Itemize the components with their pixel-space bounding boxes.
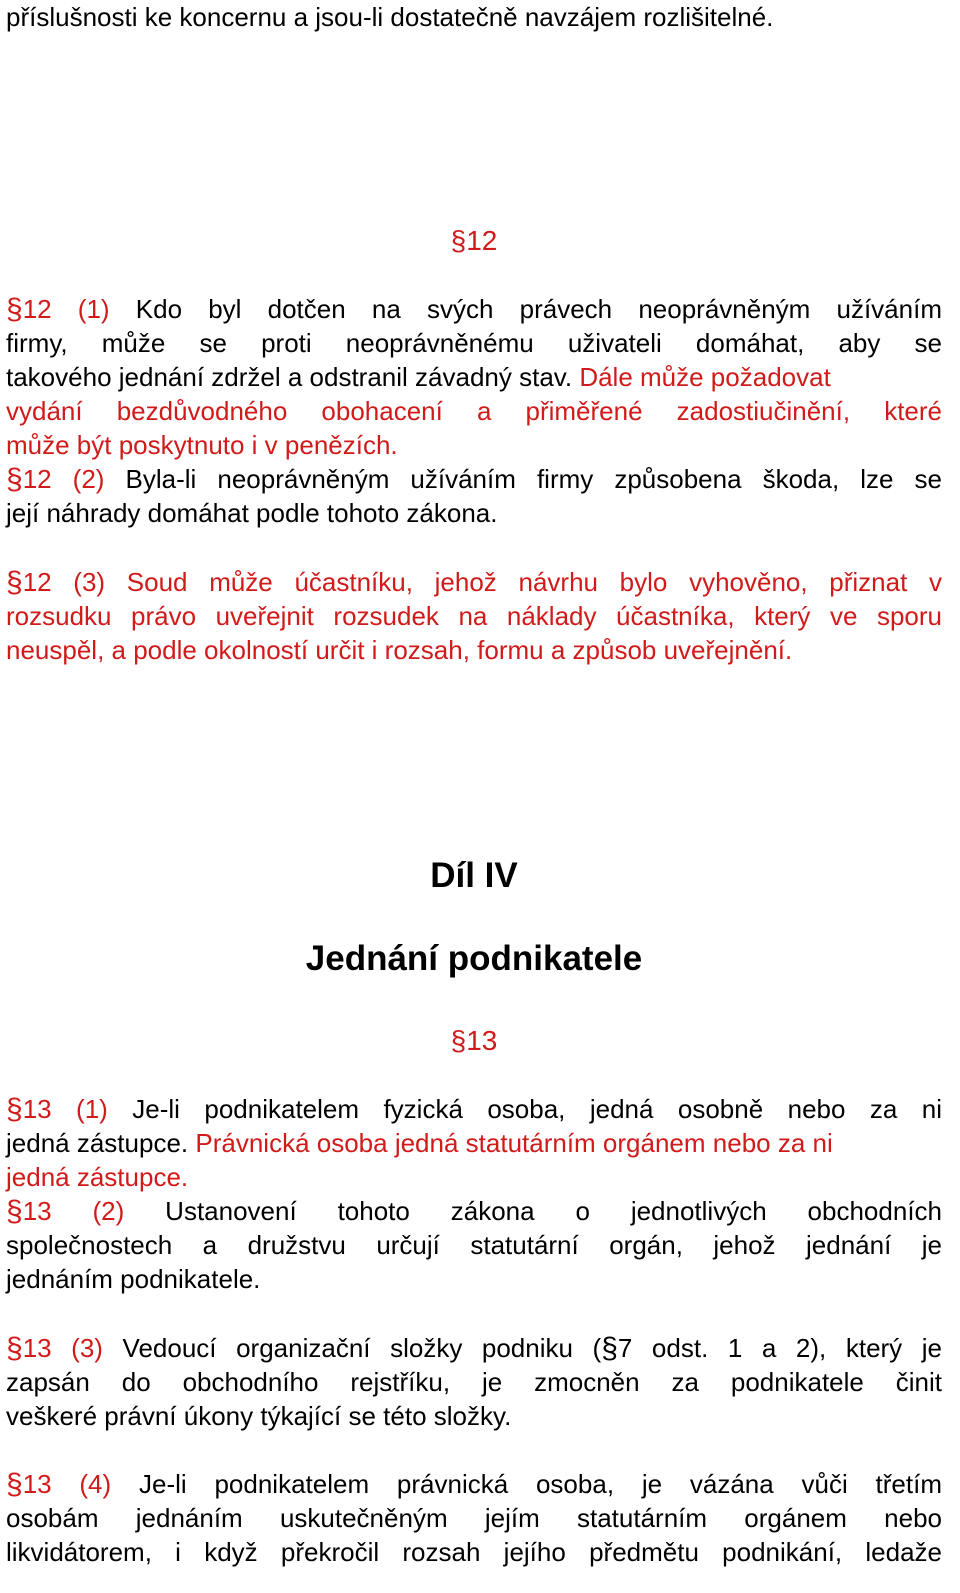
text-line: likvidátorem, i když překročil rozsah jejího předmětu podnikání, ledaže xyxy=(6,1537,942,1567)
section-sign-icon: § xyxy=(6,566,23,599)
text-line: příslušnosti ke koncernu a jsou-li dostatečně navzájem rozlišitelné. xyxy=(6,2,774,32)
section-sign-icon: § xyxy=(450,1025,467,1056)
text-line: rozsudku právo uveřejnit rozsudek na náklady účastníka, který ve sporu xyxy=(6,601,942,631)
part-subtitle: Jednání podnikatele xyxy=(305,939,643,978)
text-line: jednáním podnikatele. xyxy=(6,1264,261,1294)
text-line: takového jednání zdržel a odstranil závadný stav. Dále může požadovat xyxy=(6,362,831,392)
section-sign-icon: § xyxy=(6,293,23,326)
section-sign-icon: § xyxy=(6,1468,23,1501)
text-line: firmy, může se proti neoprávněnému uživateli domáhat, aby se xyxy=(6,328,942,358)
text-line: může být poskytnuto i v penězích. xyxy=(6,430,398,460)
paragraph-12-1: §12 (1) Kdo byl dotčen na svých právech neoprávněným užíváním xyxy=(6,293,942,326)
text-line: jedná zástupce. Právnická osoba jedná statutárním orgánem nebo za ni xyxy=(6,1128,833,1158)
text-line: jedná zástupce. xyxy=(6,1162,189,1192)
paragraph-12-2: §12 (2) Byla-li neoprávněným užíváním firmy způsobena škoda, lze se xyxy=(6,463,943,496)
section-sign-icon: § xyxy=(6,1195,23,1228)
paragraph-12-3: §12 (3) Soud může účastníku, jehož návrhu bylo vyhověno, přiznat v xyxy=(6,566,943,599)
text-line: vydání bezdůvodného obohacení a přiměřené zadostiučinění, které xyxy=(6,396,942,426)
text-line: zapsán do obchodního rejstříku, je zmocněn za podnikatele činit xyxy=(6,1367,942,1397)
text-line: osobám jednáním uskutečněným jejím statutárním orgánem nebo xyxy=(6,1503,942,1533)
text-line: její náhrady domáhat podle tohoto zákona. xyxy=(6,498,498,528)
paragraph-13-4: §13 (4) Je-li podnikatelem právnická osoba, je vázána vůči třetím xyxy=(6,1468,942,1501)
text-line: společnostech a družstvu určují statutární orgán, jehož jednání je xyxy=(6,1230,942,1260)
paragraph-13-1: §13 (1) Je-li podnikatelem fyzická osoba, jedná osobně nebo za ni xyxy=(6,1093,943,1126)
section-sign-icon: § xyxy=(601,1332,618,1365)
section-sign-icon: § xyxy=(6,463,23,496)
section-heading-13: §13 xyxy=(450,1025,498,1056)
section-sign-icon: § xyxy=(6,1093,23,1126)
text-line: veškeré právní úkony týkající se této složky. xyxy=(6,1401,512,1431)
section-heading-12: §12 xyxy=(450,225,498,256)
part-title: Díl IV xyxy=(430,856,518,895)
section-sign-icon: § xyxy=(6,1332,23,1365)
text-line: neuspěl, a podle okolností určit i rozsah, formu a způsob uveřejnění. xyxy=(6,635,793,665)
section-sign-icon: § xyxy=(450,225,467,256)
paragraph-13-3: §13 (3) Vedoucí organizační složky podniku (§7 odst. 1 a 2), který je xyxy=(6,1332,942,1365)
paragraph-13-2: §13 (2) Ustanovení tohoto zákona o jednotlivých obchodních xyxy=(6,1195,942,1228)
